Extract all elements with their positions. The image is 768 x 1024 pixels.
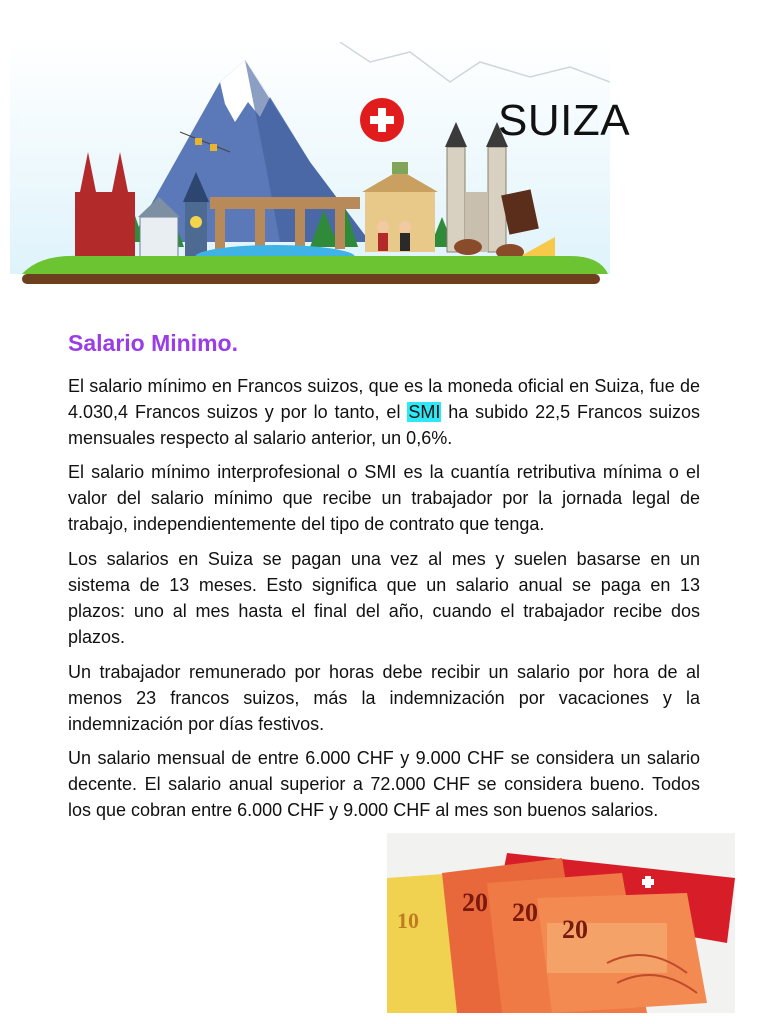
- paragraph-smi-definition: El salario mínimo interprofesional o SMI es la cuantía retributiva mínima o el valor del salario mínimo que recibe un trabajador por la jornada legal de trabajo, independientemente del tipo de contrato que tenga.: [68, 462, 700, 534]
- paragraph-text: El salario mínimo en Francos suizos, que es la moneda oficial en Suiza, fue de 4.030,4 Francos suizos y por lo tanto, el: [68, 376, 700, 422]
- paragraph-good-salaries: Un salario mensual de entre 6.000 CHF y 9.000 CHF se considera un salario decente. El salario anual superior a 72.000 CHF se considera bueno. Todos los que cobran entre 6.000 CHF y 9.000 CHF al mes son buenos salarios.: [68, 748, 700, 820]
- banknote-denomination: 20: [562, 915, 588, 944]
- swiss-landmarks-illustration: [10, 42, 610, 292]
- paragraph-text: ha subido 22,5 Francos suizos mensuales respecto al salario anterior, un 0,6%.: [68, 402, 700, 448]
- banknote-denomination: 10: [397, 908, 419, 933]
- country-title: SUIZA: [498, 96, 631, 145]
- highlighted-term: SMI: [408, 402, 441, 422]
- paragraph-payment-system: Los salarios en Suiza se pagan una vez al mes y suelen basarse en un sistema de 13 meses. Esto significa que un salario anual se paga en 13 plazos: uno al mes hasta el final del año, cuando el trabajador recibe dos plazos.: [68, 549, 700, 647]
- banknote-denomination: 20: [512, 898, 538, 927]
- swiss-flag-icon: [359, 97, 405, 143]
- swiss-franc-banknotes-photo: [387, 833, 735, 1013]
- paragraph-smi-increase: [68, 373, 700, 451]
- section-heading: Salario Minimo.: [68, 330, 238, 356]
- paragraph-hourly-wage: Un trabajador remunerado por horas debe recibir un salario por hora de al menos 23 francos suizos, más la indemnización por vacaciones y la indemnización por días festivos.: [68, 662, 700, 734]
- banknote-denomination: 20: [462, 888, 488, 917]
